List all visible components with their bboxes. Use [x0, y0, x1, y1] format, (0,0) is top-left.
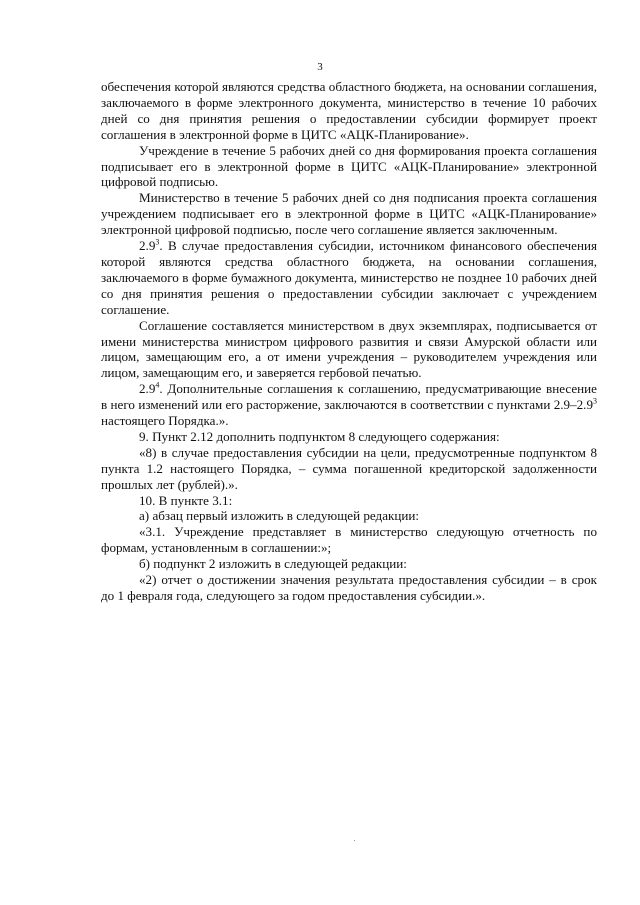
paragraph-9: 10. В пункте 3.1: — [139, 492, 233, 508]
paragraph-13: «2) отчет о достижении значения результата предоставления субсидии – в срок до 1 февраля года, следующего за годом предоставления субсидии.». — [101, 572, 597, 603]
document-body — [101, 79, 597, 604]
paragraph-6: $2.9^4$. Дополнительные соглашения к соглашению, предусматривающие внесение в него изменений или его расторжение, заключаются в соответствии с пунктами $2.9-2.9^3$ настоящего Порядка.». — [101, 380, 597, 429]
paragraph-5: Соглашение составляется министерством в двух экземплярах, подписывается от имени министерства министром цифрового развития и связи Амурской области или лицом, замещающим его, а от имени учреждения – руководителем учреждения или лицом, замещающим его, и заверяется гербовой печатью. — [101, 317, 597, 381]
paragraph-11: «3.1. Учреждение представляет в министерство следующую отчетность по формам, установленным в соглашении:»; — [101, 524, 597, 556]
page-number: 3 — [317, 61, 323, 73]
scan-speck — [354, 840, 355, 841]
paragraph-12: б) подпункт 2 изложить в следующей редакции: — [139, 556, 407, 572]
paragraph-2: Учреждение в течение 5 рабочих дней со дня формирования проекта соглашения подписывает его в электронной форме в ЦИТС «АЦК-Планирование» электронной цифровой подписью. — [101, 142, 597, 190]
paragraph-3: Министерство в течение 5 рабочих дней со дня подписания проекта соглашения учреждением подписывает его в электронной форме в ЦИТС «АЦК-Планирование» электронной цифровой подписью, после чего соглашение является заключенным. — [101, 190, 597, 238]
paragraph-7: 9. Пункт 2.12 дополнить подпунктом 8 следующего содержания: — [139, 428, 500, 444]
superscript: 3 — [593, 396, 597, 406]
paragraph-10: а) абзац первый изложить в следующей редакции: — [139, 508, 420, 524]
superscript: 3 — [155, 237, 160, 247]
paragraph-1: обеспечения которой являются средства областного бюджета, на основании соглашения, заключаемого в форме электронного документа, министерство в течение 10 рабочих дней со дня принятия решения о предоставлении субсидии формирует проект соглашения в электронной форме в ЦИТС «АЦК-Планирование». — [101, 79, 597, 142]
paragraph-4: $2.9^3$. В случае предоставления субсидии, источником финансового обеспечения которой являются средства областного бюджета, на основании соглашения, заключаемого в форме бумажного документа, министерство не позднее 10 рабочих дней со дня принятия решения о предоставлении субсидии заключает с учреждением соглашение. — [101, 237, 597, 317]
superscript: 4 — [155, 380, 160, 390]
paragraph-8: «8) в случае предоставления субсидии на цели, предусмотренные подпунктом 8 пункта 1.2 настоящего Порядка, – сумма погашенной кредиторской задолженности прошлых лет (рублей).». — [101, 444, 597, 492]
